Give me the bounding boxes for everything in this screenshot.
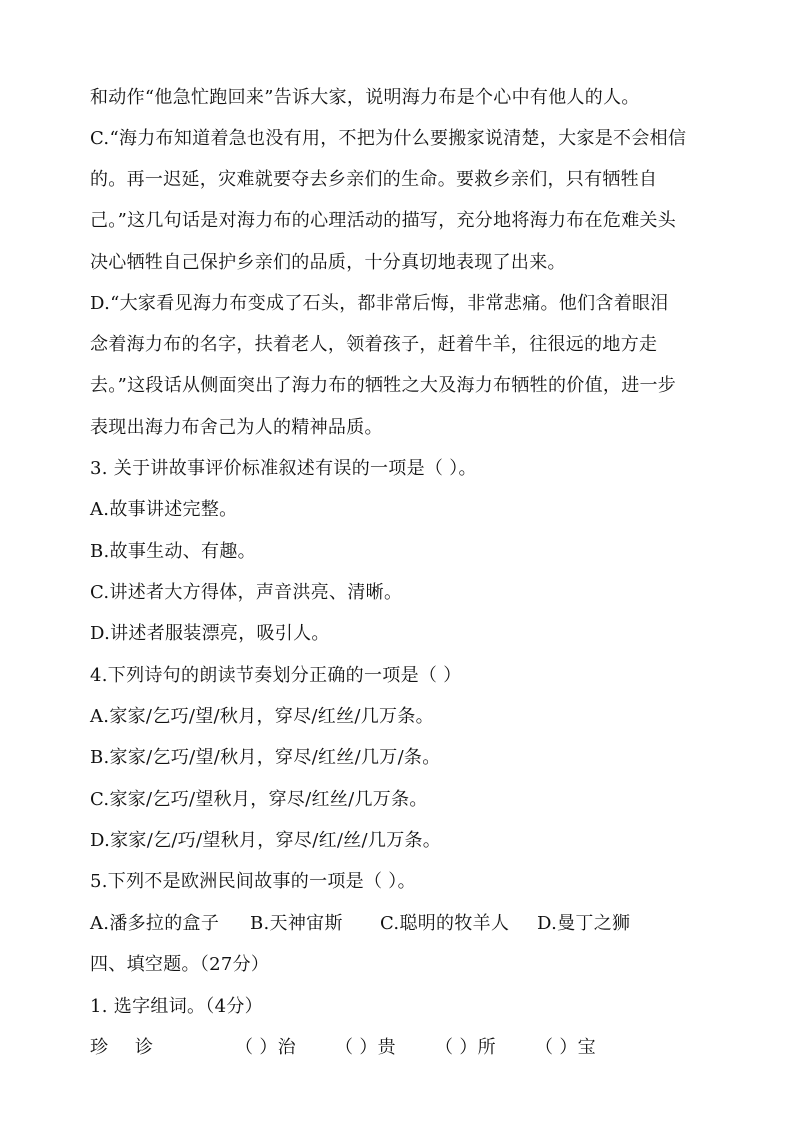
question-4-option-c: C.家家/乞巧/望秋月，穿尽/红丝/几万条。 — [90, 789, 428, 810]
question-5: 5.下列不是欧洲民间故事的一项是（ ）。 — [90, 871, 416, 892]
question-5-option-a: A.潘多拉的盒子 — [90, 913, 220, 934]
question-3: 3. 关于讲故事评价标准叙述有误的一项是（ ）。 — [90, 458, 477, 479]
question-4-option-d: D.家家/乞/巧/望秋月，穿尽/红/丝/几万条。 — [90, 830, 442, 851]
question-5-options — [90, 912, 730, 936]
fill-blank-4: （ ）宝 — [535, 1037, 596, 1058]
fill-char-zhen: 珍 — [90, 1037, 109, 1058]
fill-blank-2: （ ）贵 — [335, 1037, 396, 1058]
option-d-analysis: D.“大家看见海力布变成了石头，都非常后悔，非常悲痛。他们含着眼泪 — [90, 293, 669, 314]
text-line: 表现出海力布舍己为人的精神品质。 — [90, 417, 383, 438]
question-3-option-d: D.讲述者服装漂亮，吸引人。 — [90, 623, 330, 644]
fill-blank-1: （ ）治 — [235, 1037, 296, 1058]
question-4-option-b: B.家家/乞巧/望/秋月，穿尽/红丝/几万/条。 — [90, 747, 441, 768]
word-fill-row — [90, 1036, 730, 1060]
section-4-heading: 四、填空题。（27分） — [90, 954, 270, 975]
question-4: 4.下列诗句的朗读节奏划分正确的一项是（ ） — [90, 665, 462, 686]
fill-blank-3: （ ）所 — [435, 1037, 496, 1058]
question-3-option-b: B.故事生动、有趣。 — [90, 541, 256, 562]
question-5-option-d: D.曼丁之狮 — [537, 913, 631, 934]
text-line: 去。”这段话从侧面突出了海力布的牺牲之大及海力布牺牲的价值，进一步 — [90, 375, 677, 396]
text-line: 念着海力布的名字，扶着老人，领着孩子，赶着牛羊，往很远的地方走 — [90, 334, 658, 355]
text-line: 己。”这几句话是对海力布的心理活动的描写，充分地将海力布在危难关头 — [90, 210, 677, 231]
question-5-option-b: B.天神宙斯 — [250, 913, 343, 934]
question-4-option-a: A.家家/乞巧/望/秋月，穿尽/红丝/几万条。 — [90, 706, 434, 727]
text-line: 和动作“他急忙跑回来”告诉大家，说明海力布是个心中有他人的人。 — [90, 87, 640, 108]
text-line: 的。再一迟延，灾难就要夺去乡亲们的生命。要救乡亲们，只有牺牲自 — [90, 169, 658, 190]
section-4-question-1: 1. 选字组词。（4分） — [90, 996, 263, 1017]
question-3-option-a: A.故事讲述完整。 — [90, 499, 238, 520]
fill-char-zhen2: 诊 — [135, 1037, 154, 1058]
option-c-analysis: C.“海力布知道着急也没有用，不把为什么要搬家说清楚，大家是不会相信 — [90, 128, 687, 149]
question-3-option-c: C.讲述者大方得体，声音洪亮、清晰。 — [90, 582, 403, 603]
question-5-option-c: C.聪明的牧羊人 — [380, 913, 510, 934]
text-line: 决心牺牲自己保护乡亲们的品质，十分真切地表现了出来。 — [90, 252, 566, 273]
